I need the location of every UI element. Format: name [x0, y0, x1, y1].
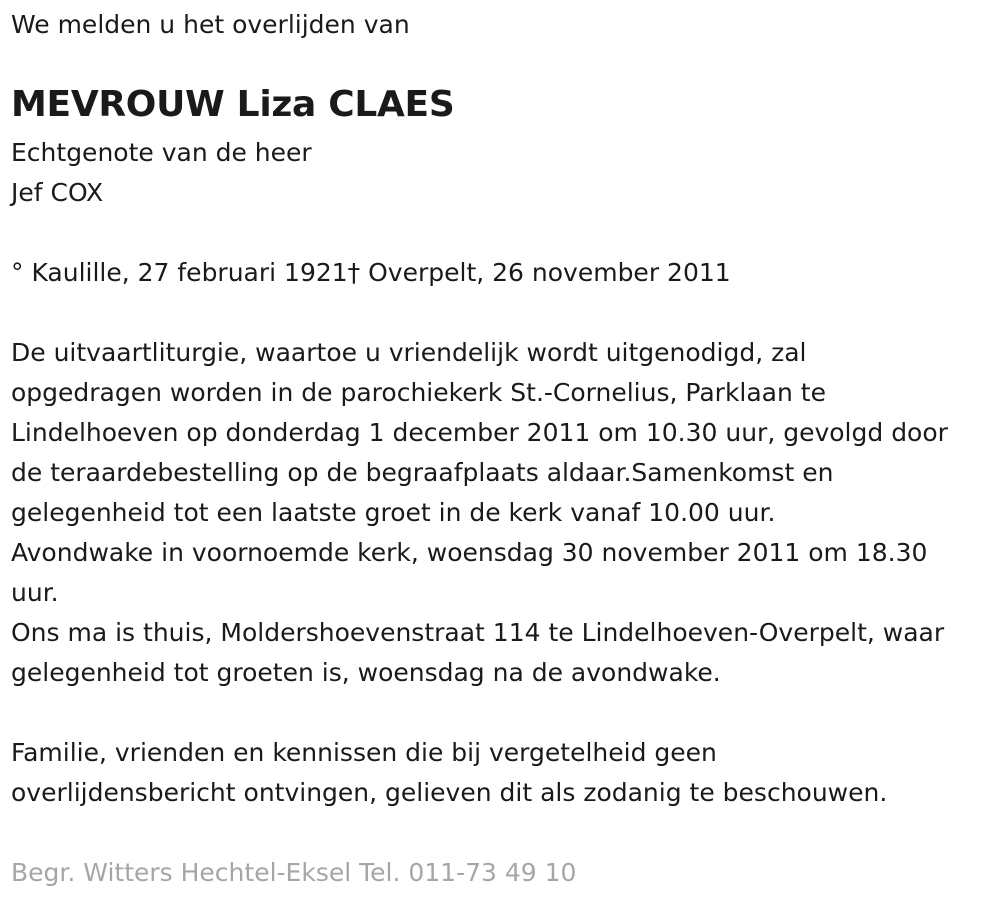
intro-text — [11, 5, 410, 45]
liturgy-line: De uitvaartliturgie, waartoe u vriendelijk wordt uitgenodigd, zal — [11, 338, 807, 367]
liturgy-line: uur. — [11, 578, 59, 607]
liturgy-line: de teraardebestelling op de begraafplaats aldaar.Samenkomst en — [11, 458, 834, 487]
closing-line: overlijdensbericht ontvingen, gelieven dit als zodanig te beschouwen. — [11, 778, 888, 807]
dates-line: ° Kaulille, 27 februari 1921† Overpelt, 26 november 2011 — [11, 258, 731, 287]
liturgy-paragraph — [11, 333, 948, 693]
funeral-home-footer — [11, 853, 576, 893]
spouse-line: Echtgenote van de heer — [11, 138, 312, 167]
liturgy-line: Lindelhoeven op donderdag 1 december 2011 om 10.30 uur, gevolgd door — [11, 418, 948, 447]
deceased-name: MEVROUW Liza CLAES — [11, 84, 455, 125]
closing-paragraph — [11, 733, 887, 813]
liturgy-line: Avondwake in voornoemde kerk, woensdag 30 november 2011 om 18.30 — [11, 538, 928, 567]
birth-death-dates — [11, 253, 731, 293]
footer-line: Begr. Witters Hechtel-Eksel Tel. 011-73 49 10 — [11, 858, 577, 887]
liturgy-line: gelegenheid tot een laatste groet in de kerk vanaf 10.00 uur. — [11, 498, 776, 527]
spouse-block — [11, 133, 312, 213]
liturgy-line: opgedragen worden in de parochiekerk St.-Cornelius, Parklaan te — [11, 378, 826, 407]
spouse-name-line: Jef COX — [11, 178, 104, 207]
liturgy-line: Ons ma is thuis, Moldershoevenstraat 114 te Lindelhoeven-Overpelt, waar — [11, 618, 945, 647]
liturgy-line: gelegenheid tot groeten is, woensdag na de avondwake. — [11, 658, 721, 687]
closing-line: Familie, vrienden en kennissen die bij vergetelheid geen — [11, 738, 717, 767]
intro-line: We melden u het overlijden van — [11, 10, 410, 39]
